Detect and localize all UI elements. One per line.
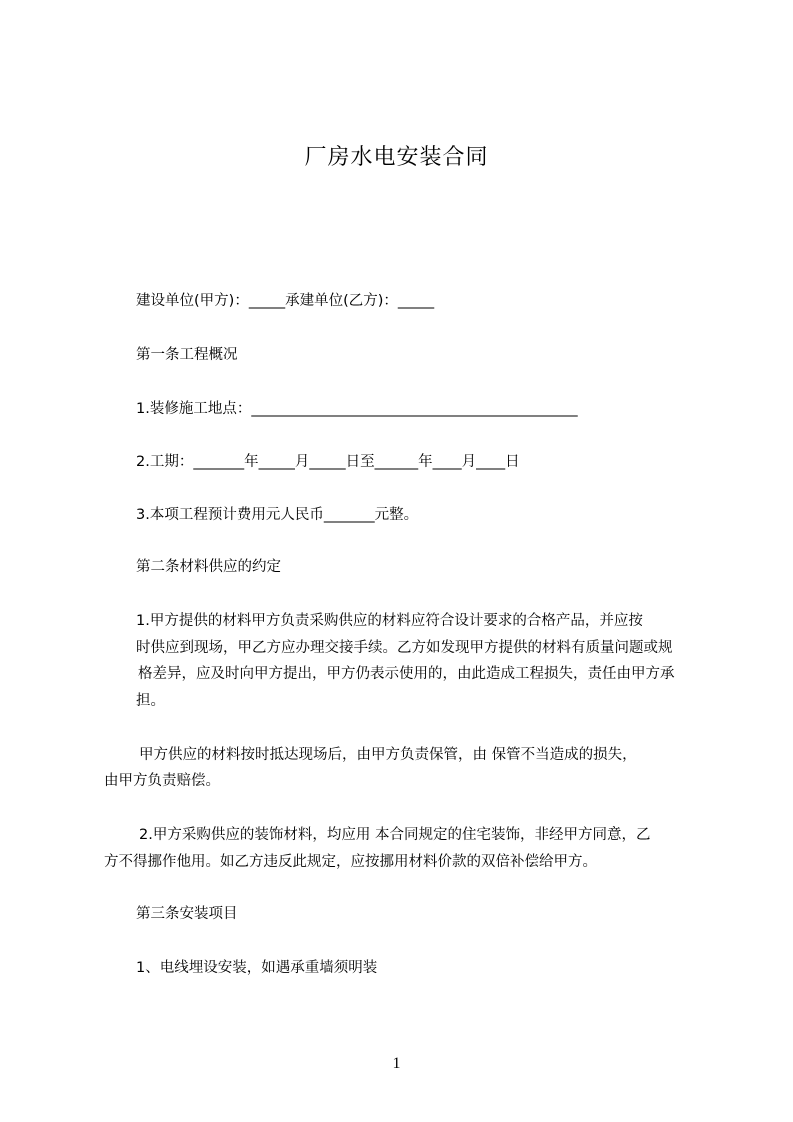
materials-para1-line: 1.甲方提供的材料甲方负责采购供应的材料应符合设计要求的合格产品，并应按 — [136, 613, 643, 629]
site-location-item: 1.装修施工地点：_____________________________________________ — [136, 401, 578, 417]
cost-item: 3.本项工程预计费用元人民币_______元整。 — [136, 507, 419, 523]
document-title: 厂房水电安装合同 — [304, 145, 489, 170]
section2-heading: 第二条材料供应的约定 — [136, 559, 281, 575]
materials-para1-line: 时供应到现场，甲乙方应办理交接手续。乙方如发现甲方提供的材料有质量问题或规 — [136, 640, 673, 656]
section1-heading: 第一条工程概况 — [136, 347, 238, 363]
page-number: 1 — [392, 1055, 401, 1072]
materials-para3-line: 方不得挪作他用。如乙方违反此规定，应按挪用材料价款的双倍补偿给甲方。 — [104, 854, 597, 870]
materials-para1-line: 担。 — [136, 693, 165, 709]
materials-para2-line: 由甲方负责赔偿。 — [104, 773, 220, 789]
materials-para3-line: 2.甲方采购供应的装饰材料，均应用 本合同规定的住宅装饰，非经甲方同意，乙 — [139, 827, 651, 843]
materials-para2-line: 甲方供应的材料按时抵达现场后，由甲方负责保管，由 保管不当造成的损失， — [139, 747, 637, 763]
install-item: 1、电线埋设安装，如遇承重墙须明装 — [136, 960, 378, 976]
materials-para1-line: 格差异，应及时向甲方提出，甲方仍表示使用的，由此造成工程损失，责任由甲方承 — [138, 666, 675, 682]
construction-period-item: 2.工期：_______年_____月_____日至______年____月____日 — [136, 454, 520, 470]
parties-line: 建设单位(甲方)：_____承建单位(乙方)：_____ — [136, 293, 435, 309]
section3-heading: 第三条安装项目 — [136, 906, 238, 922]
